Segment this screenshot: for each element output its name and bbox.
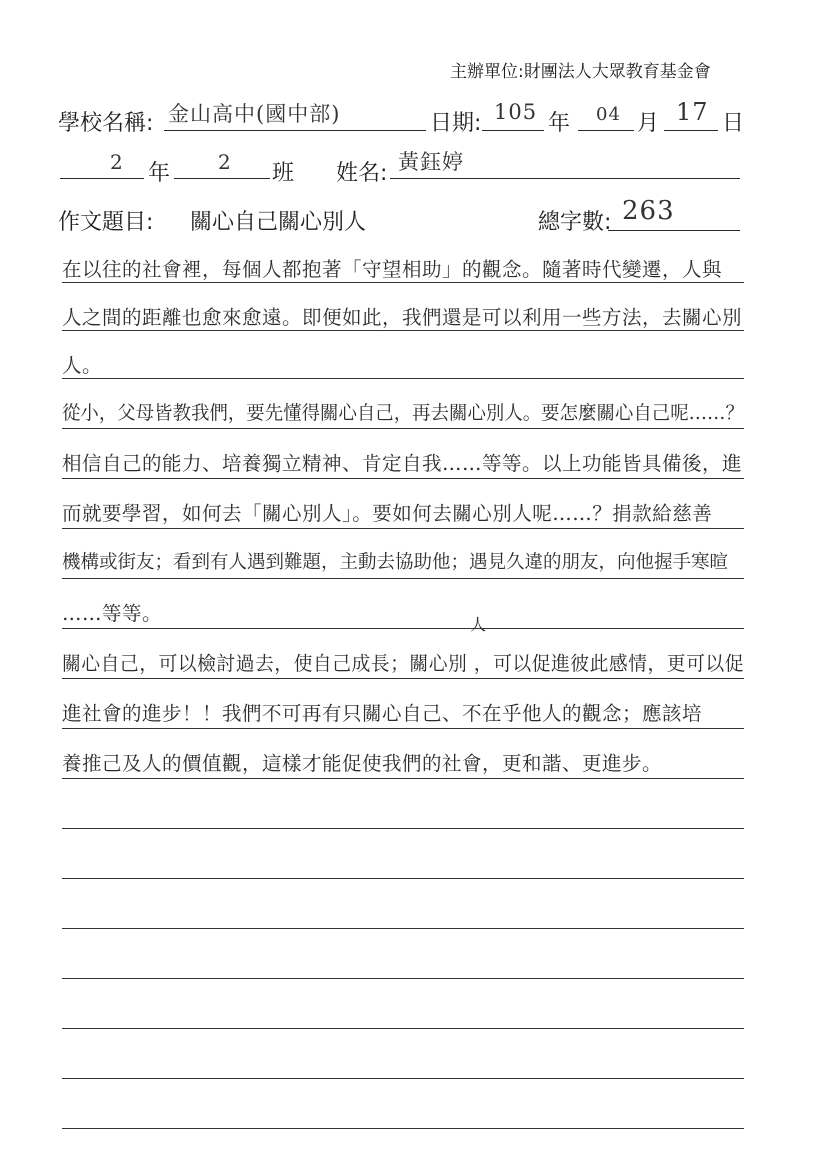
- ruled-line: [62, 928, 744, 929]
- essay-line: 在以往的社會裡，每個人都抱著「守望相助」的觀念。隨著時代變遷，人與: [62, 258, 723, 281]
- essay-line: 關心自己，可以檢討過去，使自己成長；關心別 ，可以促進彼此感情，更可以促: [62, 652, 744, 675]
- essay-line: ……等等。: [62, 602, 163, 625]
- word-count-value: 263: [622, 196, 675, 226]
- grade-value: 2: [110, 150, 124, 174]
- ruled-line: [62, 282, 744, 283]
- class-value: 2: [218, 150, 232, 174]
- date-label: 日期:: [430, 111, 482, 136]
- name-label: 姓名:: [336, 161, 388, 186]
- ruled-line: [62, 628, 744, 629]
- ruled-line: [62, 330, 744, 331]
- caret-insertion: 人: [470, 615, 487, 634]
- school-underline: [164, 130, 426, 131]
- day-underline: [664, 130, 718, 131]
- grade-unit: 年: [148, 161, 171, 186]
- ruled-line: [62, 728, 744, 729]
- essay-line: 而就要學習，如何去「關心別人」。要如何去關心別人呢……？捐款給慈善: [62, 502, 713, 525]
- grade-underline: [60, 178, 144, 179]
- month-value: 04: [596, 104, 621, 125]
- ruled-line: [62, 478, 744, 479]
- essay-line: 人。: [62, 354, 103, 377]
- class-underline: [174, 178, 270, 179]
- word-count-underline: [608, 230, 740, 231]
- day-unit: 日: [722, 111, 745, 136]
- class-unit: 班: [272, 161, 295, 186]
- word-count-label: 總字數:: [538, 210, 612, 235]
- month-unit: 月: [637, 111, 660, 136]
- month-underline: [578, 130, 634, 131]
- ruled-line: [62, 428, 744, 429]
- essay-line: 養推己及人的價值觀，這樣才能促使我們的社會，更和諧、更進步。: [62, 752, 663, 775]
- organizer-text: 主辦單位:財團法人大眾教育基金會: [450, 62, 711, 82]
- school-label: 學校名稱:: [58, 111, 154, 136]
- ruled-line: [62, 378, 744, 379]
- year-value: 105: [494, 100, 538, 124]
- ruled-line: [62, 1028, 744, 1029]
- ruled-line: [62, 778, 744, 779]
- essay-line: 人之間的距離也愈來愈遠。即便如此，我們還是可以利用一些方法，去關心別: [62, 306, 743, 329]
- topic-value: 關心自己關心別人: [190, 210, 367, 235]
- ruled-line: [62, 828, 744, 829]
- ruled-line: [62, 978, 744, 979]
- ruled-line: [62, 578, 744, 579]
- ruled-line: [62, 1128, 744, 1129]
- school-value: 金山高中(國中部): [168, 102, 341, 126]
- essay-line: 從小，父母皆教我們，要先懂得關心自己，再去關心別人。要怎麼關心自己呢……？: [62, 402, 744, 424]
- topic-label: 作文題目:: [58, 210, 154, 235]
- essay-line: 相信自己的能力、培養獨立精神、肯定自我……等等。以上功能皆具備後，進: [62, 452, 743, 475]
- ruled-line: [62, 878, 744, 879]
- ruled-line: [62, 528, 744, 529]
- ruled-line: [62, 1078, 744, 1079]
- name-underline: [390, 178, 740, 179]
- ruled-line: [62, 678, 744, 679]
- essay-line: 進社會的進步！！我們不可再有只關心自己、不在乎他人的觀念；應該培: [62, 702, 703, 725]
- year-unit: 年: [548, 111, 571, 136]
- name-value: 黃鈺婷: [398, 150, 464, 174]
- day-value: 17: [676, 98, 709, 126]
- essay-line: 機構或街友；看到有人遇到難題，主動去協助他；遇見久違的朋友，向他握手寒暄: [62, 552, 729, 573]
- year-underline: [482, 130, 544, 131]
